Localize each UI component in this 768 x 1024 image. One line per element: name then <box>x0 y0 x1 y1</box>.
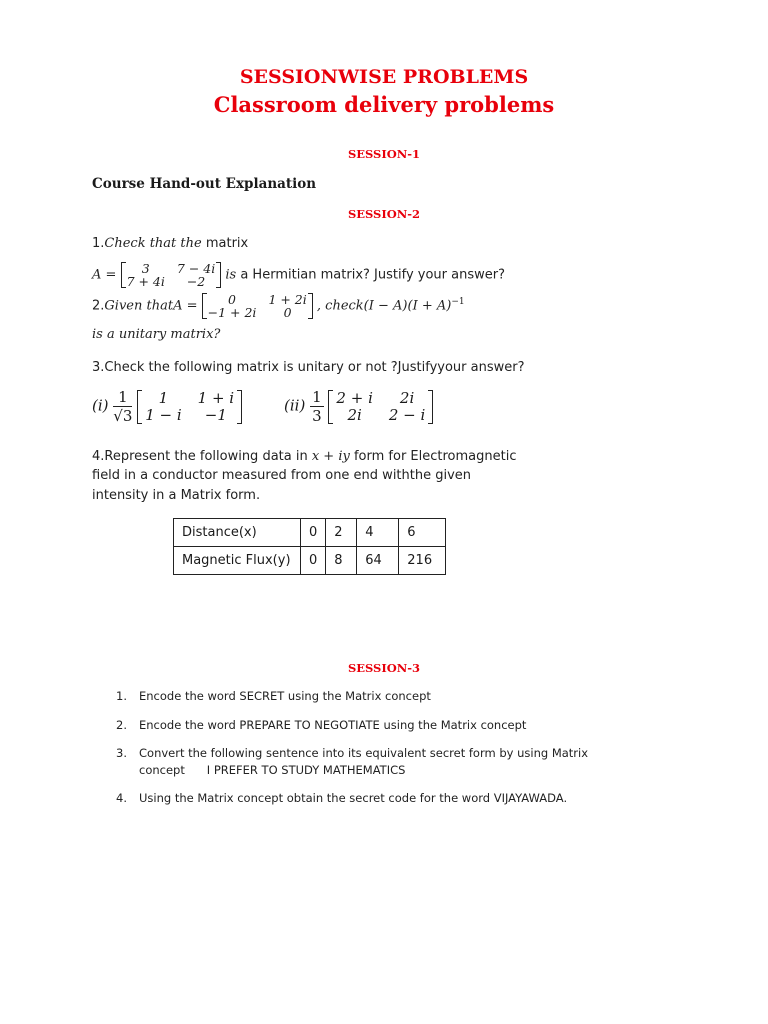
matrix-cell: −2 <box>186 274 206 289</box>
matrix-cell: 2i <box>347 405 362 424</box>
fraction-numerator: 1 <box>113 388 132 407</box>
hermitian-matrix <box>121 262 222 288</box>
data-table <box>173 518 446 575</box>
session-2-heading: SESSION-2 <box>347 207 421 221</box>
table-cell: 0 <box>301 547 326 575</box>
list-number: 3. <box>116 746 127 760</box>
table-cell: 64 <box>357 547 399 575</box>
session-3-heading: SESSION-3 <box>347 661 421 675</box>
matrix-cell: 3 <box>141 261 150 276</box>
matrix-cell: 1 + 2i <box>268 292 307 307</box>
matrix-ii-group <box>284 388 433 425</box>
matrix-cell: 0 <box>283 305 292 320</box>
table-cell: 2 <box>326 519 357 547</box>
table-cell: Distance(x) <box>174 519 301 547</box>
question-4-line3: intensity in a Matrix form. <box>92 488 261 503</box>
fraction-one-over-root3 <box>113 388 132 425</box>
matrix-variable: A <box>92 267 102 283</box>
matrix-i <box>137 390 242 424</box>
fraction-one-third <box>310 388 324 425</box>
fraction-denominator: √3 <box>113 407 133 425</box>
table-row <box>174 519 446 547</box>
course-handout-text: Course Hand-out Explanation <box>92 176 317 192</box>
question-word: matrix <box>201 236 249 251</box>
list-text: Encode the word SECRET using the Matrix concept <box>139 689 431 703</box>
question-4-line2: field in a conductor measured from one end withthe given <box>92 468 472 483</box>
question-tail: a Hermitian matrix? Justify your answer? <box>236 267 506 283</box>
question-number: 1. <box>92 236 105 251</box>
matrix-cell: 1 − i <box>145 405 182 424</box>
matrix-cell: 7 − 4i <box>176 261 216 276</box>
table-cell: Magnetic Flux(y) <box>174 547 301 575</box>
matrix-ii-label: (ii) <box>284 396 306 415</box>
list-text: Encode the word PREPARE TO NEGOTIATE using the Matrix concept <box>139 718 527 732</box>
table-cell: 6 <box>399 519 446 547</box>
matrix-cell: −1 <box>204 405 227 424</box>
question-4-text-b: form for Electromagnetic <box>349 449 517 464</box>
question-3-text: 3.Check the following matrix is unitary or not ?Justifyyour answer? <box>92 360 525 375</box>
matrix-cell: 7 + 4i <box>126 274 165 289</box>
question-2-line2: is a unitary matrix? <box>92 327 221 342</box>
matrix-i-group <box>92 388 242 425</box>
complex-form: x + iy <box>311 449 350 464</box>
list-text: Using the Matrix concept obtain the secret code for the word VIJAYAWADA. <box>139 791 568 805</box>
inverse-exponent: −1 <box>451 297 465 308</box>
question-4-text-a: 4.Represent the following data in <box>92 449 312 464</box>
table-cell: 216 <box>399 547 446 575</box>
list-text: concept I PREFER TO STUDY MATHEMATICS <box>139 763 406 777</box>
matrix-ii <box>328 390 433 424</box>
list-number: 1. <box>116 689 127 703</box>
matrix-cell: 1 <box>158 388 169 407</box>
question-4-line1 <box>92 449 516 464</box>
matrix-cell: −1 + 2i <box>207 305 257 320</box>
list-number: 2. <box>116 718 127 732</box>
fraction-numerator: 1 <box>312 388 322 406</box>
check-expression: , check(I − A)(I + A) <box>316 298 452 314</box>
matrix-i-label: (i) <box>92 396 109 415</box>
matrix-cell: 0 <box>228 292 236 307</box>
unitary-check-matrix <box>202 293 313 319</box>
table-cell: 8 <box>326 547 357 575</box>
session-1-heading: SESSION-1 <box>347 147 421 161</box>
table-cell: 4 <box>357 519 399 547</box>
table-cell: 0 <box>301 519 326 547</box>
question-tail-italic: is <box>225 267 237 283</box>
question-lead: Check that the <box>104 236 202 251</box>
matrix-cell: 2i <box>399 388 415 407</box>
question-2-line1 <box>92 293 465 319</box>
question-number: 2. <box>92 298 105 314</box>
list-number: 4. <box>116 791 127 805</box>
matrix-cell: 2 + i <box>336 388 373 407</box>
equals-sign: = <box>101 267 121 283</box>
question-lead: Given thatA = <box>104 298 198 314</box>
table-row <box>174 547 446 575</box>
question-1-line1 <box>92 236 248 251</box>
list-text: Convert the following sentence into its equivalent secret form by using Matrix <box>139 746 589 760</box>
matrix-cell: 2 − i <box>388 405 426 424</box>
fraction-denominator: 3 <box>312 407 322 425</box>
question-1-line2 <box>92 262 505 288</box>
matrix-cell: 1 + i <box>197 388 235 407</box>
page-title: SESSIONWISE PROBLEMS <box>239 66 529 88</box>
page-subtitle: Classroom delivery problems <box>213 92 555 117</box>
